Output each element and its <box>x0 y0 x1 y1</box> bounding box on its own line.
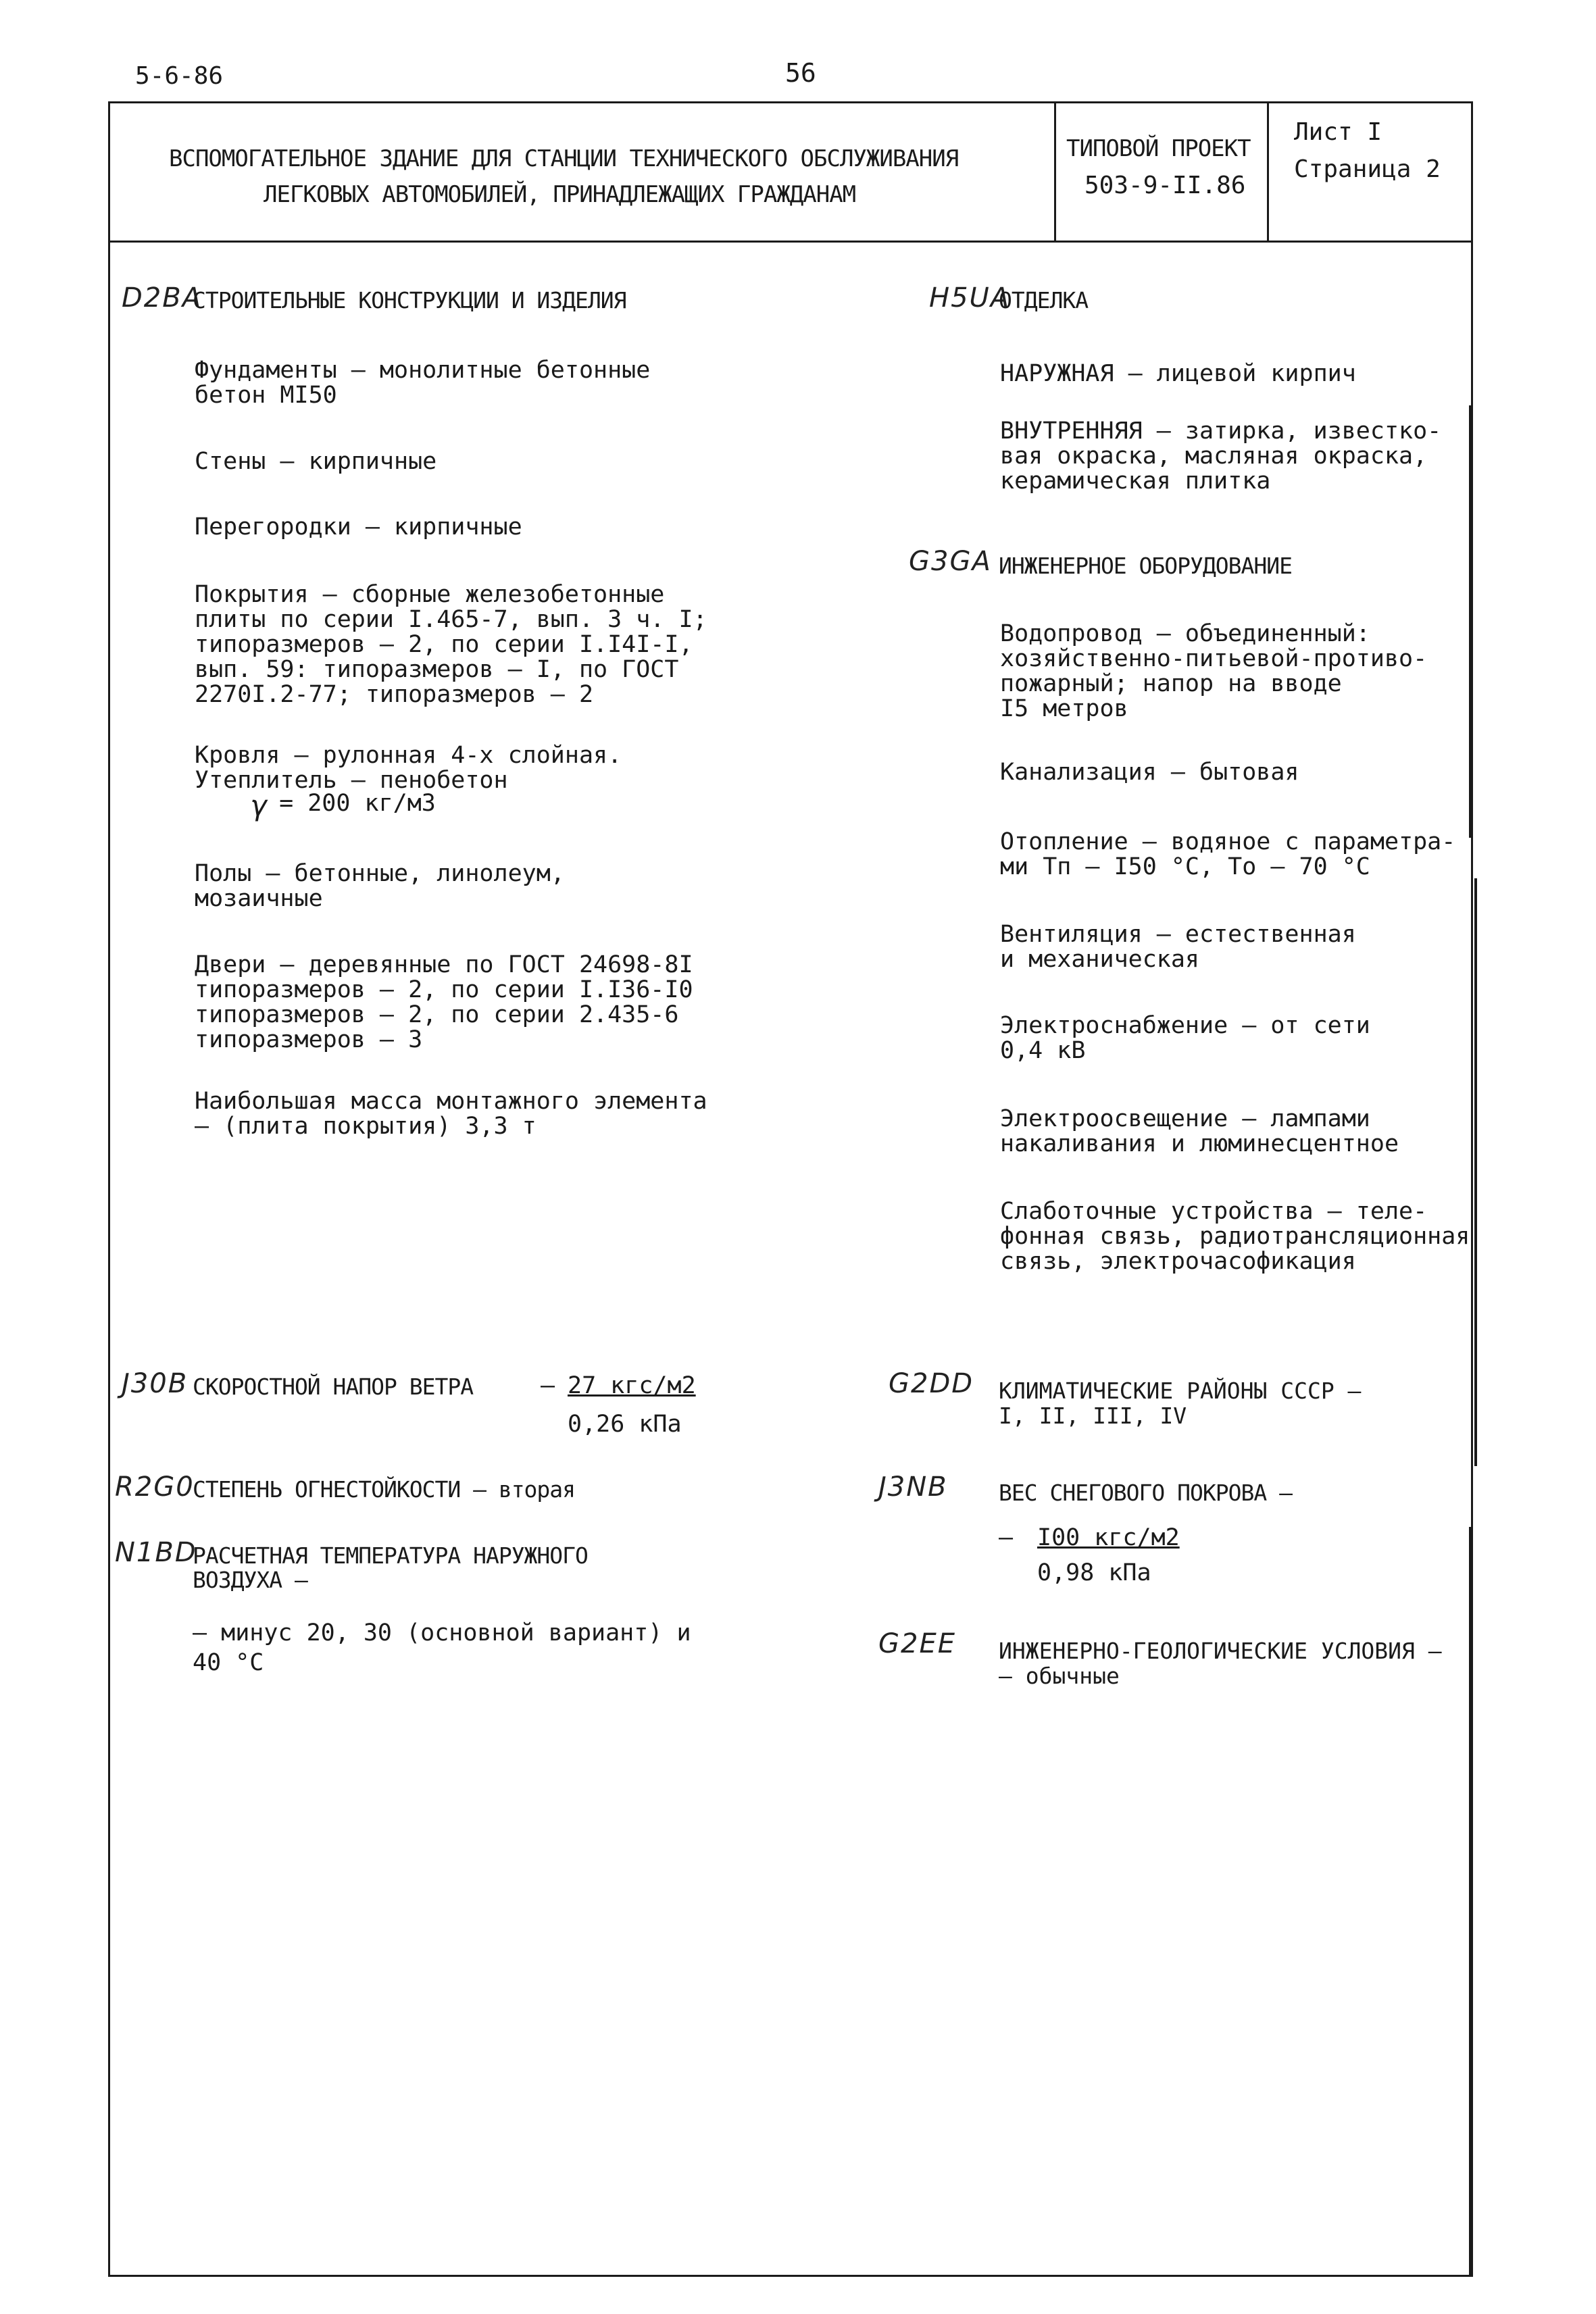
snow-dash: – <box>999 1524 1014 1551</box>
code-climate: G2DD <box>889 1368 974 1399</box>
doc-code: 5-6-86 <box>135 62 224 90</box>
climate-text: КЛИМАТИЧЕСКИЕ РАЙОНЫ СССР – I, II, III, IV <box>999 1378 1362 1429</box>
page-number: 56 <box>785 58 816 88</box>
sheet-label: Лист I <box>1294 118 1382 146</box>
low-current-text: Слаботочные устройства – теле- фонная связь, радиотрансляционная связь, электрочасофикация <box>1000 1198 1470 1275</box>
wind-value-kpa: 0,26 кПа <box>568 1411 682 1438</box>
title-line-2: ЛЕГКОВЫХ АВТОМОБИЛЕЙ, ПРИНАДЛЕЖАЩИХ ГРАЖДАНАМ <box>264 181 856 208</box>
wind-value-kgf: 27 кгс/м2 <box>568 1372 696 1399</box>
engineering-heading: ИНЖЕНЕРНОЕ ОБОРУДОВАНИЕ <box>999 553 1292 579</box>
code-wind: J30B <box>122 1368 189 1399</box>
code-geology: G2EE <box>878 1628 956 1659</box>
title-block-sep-2 <box>1267 101 1269 243</box>
power-text: Электроснабжение – от сети 0,4 кВ <box>1000 1012 1370 1064</box>
margin-mark-3 <box>1469 1527 1472 2277</box>
temperature-value: – минус 20, 30 (основной вариант) и 40 °С <box>193 1619 691 1676</box>
code-finishing: H5UA <box>929 282 1011 313</box>
structures-heading: СТРОИТЕЛЬНЫЕ КОНСТРУКЦИИ И ИЗДЕЛИЯ <box>193 287 626 313</box>
ventilation-text: Вентиляция – естественная и механическая <box>1000 921 1356 973</box>
density-value: = 200 кг/м3 <box>265 790 436 817</box>
fire-text: СТЕПЕНЬ ОГНЕСТОЙКОСТИ – вторая <box>193 1476 576 1503</box>
interior-text: ВНУТРЕННЯЯ – затирка, известко- вая окраска, масляная окраска, керамическая плитка <box>1000 418 1442 495</box>
margin-mark-2 <box>1474 878 1477 1466</box>
code-snow: J3NB <box>878 1472 948 1503</box>
page-ref: Страница 2 <box>1294 155 1441 183</box>
project-number: 503-9-II.86 <box>1084 172 1246 199</box>
roofs-text: Покрытия – сборные железобетонные плиты по серии I.465-7, вып. 3 ч. I; типоразмеров – 2, по серии I.I4I-I, вып. 59: типоразмеров – I, по ГОСТ 2270I.2-77; типоразмеров – 2 <box>195 581 707 708</box>
sewer-text: Канализация – бытовая <box>1000 759 1299 786</box>
exterior-text: НАРУЖНАЯ – лицевой кирпич <box>1000 360 1356 387</box>
code-engineering: G3GA <box>909 546 992 577</box>
roofing-text: Кровля – рулонная 4-х слойная. Утеплитель – пенобетон <box>195 742 622 794</box>
walls-text: Стены – кирпичные <box>195 448 437 475</box>
code-fire: R2G0 <box>115 1472 195 1503</box>
geology-text: ИНЖЕНЕРНО-ГЕОЛОГИЧЕСКИЕ УСЛОВИЯ – – обычные <box>999 1638 1442 1689</box>
title-line-1: ВСПОМОГАТЕЛЬНОЕ ЗДАНИЕ ДЛЯ СТАНЦИИ ТЕХНИЧЕСКОГО ОБСЛУЖИВАНИЯ <box>169 145 959 172</box>
partitions-text: Перегородки – кирпичные <box>195 513 522 540</box>
floors-text: Полы – бетонные, линолеум, мозаичные <box>195 860 565 912</box>
max-mass-text: Наибольшая масса монтажного элемента – (плита покрытия) 3,3 т <box>195 1088 707 1140</box>
finishing-heading: ОТДЕЛКА <box>999 287 1089 313</box>
code-temperature: N1BD <box>115 1537 197 1568</box>
project-label: ТИПОВОЙ ПРОЕКТ <box>1066 135 1251 162</box>
lighting-text: Электроосвещение – лампами накаливания и люминесцентное <box>1000 1105 1399 1157</box>
title-block-sep-1 <box>1054 101 1056 243</box>
heating-text: Отопление – водяное с параметра- ми Тп – I50 °С, То – 70 °С <box>1000 828 1456 880</box>
doors-text: Двери – деревянные по ГОСТ 24698-8I типоразмеров – 2, по серии I.I36-I0 типоразмеров – 2, по серии 2.435-6 типоразмеров – 3 <box>195 951 693 1053</box>
wind-dash: – <box>541 1372 555 1399</box>
density-symbol: γ <box>251 789 269 822</box>
code-structures: D2BA <box>122 282 203 313</box>
snow-heading: ВЕС СНЕГОВОГО ПОКРОВА – <box>999 1480 1292 1506</box>
snow-value-kpa: 0,98 кПа <box>1037 1559 1151 1586</box>
snow-value-kgf: I00 кгс/м2 <box>1037 1524 1180 1551</box>
temperature-heading: РАСЧЕТНАЯ ТЕМПЕРАТУРА НАРУЖНОГО ВОЗДУХА – <box>193 1542 588 1593</box>
margin-mark-1 <box>1469 405 1472 838</box>
foundations-text: Фундаменты – монолитные бетонные бетон МI50 <box>195 357 651 409</box>
wind-heading: СКОРОСТНОЙ НАПОР ВЕТРА <box>193 1374 474 1400</box>
water-text: Водопровод – объединенный: хозяйственно-питьевой-противо- пожарный; напор на вводе I5 метров <box>1000 620 1428 722</box>
